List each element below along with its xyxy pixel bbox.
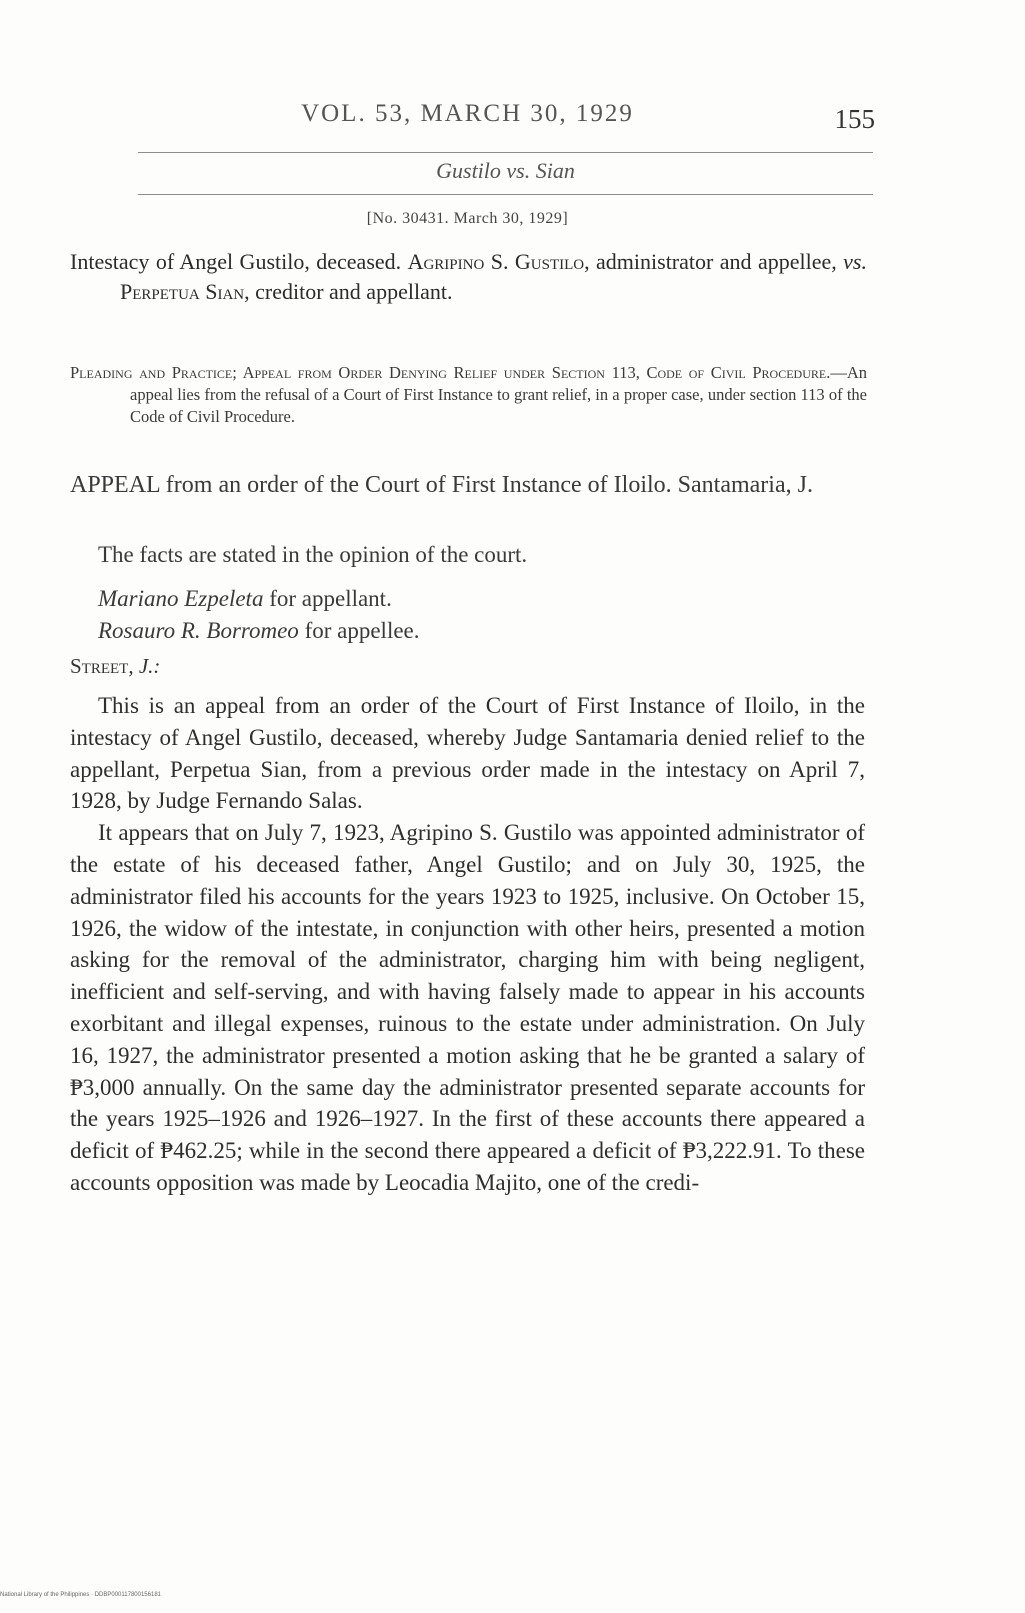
facts-statement: The facts are stated in the opinion of the court. [98,542,528,567]
case-title: Gustilo vs. Sian [436,158,575,183]
footer-source: National Library of the Philippines · DDBP000117800156181 [0,1592,161,1598]
syllabus-headnote: Pleading and Practice; Appeal from Order Denying Relief under Section 113, Code of Civil Procedure. [70,363,831,382]
syllabus-text: —An appeal lies from the refusal of a Court of First Instance to grant relief, in a proper case, under section 113 of the Code of Civil Procedure. [130,363,867,426]
case-title-rule [138,194,873,195]
justice-name: Street [70,654,129,678]
parties-intro: Intestacy of Angel Gustilo, deceased. [70,249,408,274]
appellee-name: Agripino S. Gustilo [407,249,585,274]
opinion-paragraph-2: It appears that on July 7, 1923, Agripino S. Gustilo was appointed administrator of the estate of his deceased father, Angel Gustilo; and on July 30, 1925, the administrator filed his accounts for the years 1923 to 1925, inclusive. On October 15, 1926, the widow of the intestate, in conjunction with other heirs, presented a motion asking for the removal of the administrator, charging him with being negligent, inefficient and self-serving, and with having falsely made to appear in his accounts exorbitant and illegal expenses, ruinous to the estate under administration. On July 16, 1927, the administrator presented a motion asking that he be granted a salary of ₱3,000 annually. On the same day the administrator presented separate accounts for the years 1925–1926 and 1926–1927. In the first of these accounts there appeared a deficit of ₱462.25; while in the second there appeared a deficit of ₱3,222.91. To these accounts opposition was made by Leocadia Majito, one of the credi- [70,820,865,1195]
appeal-statement: APPEAL from an order of the Court of First Instance of Iloilo. Santamaria, J. [70,472,813,498]
running-head: VOL. 53, MARCH 30, 1929 [301,100,634,127]
versus: vs. [843,249,867,274]
appellee-role: , administrator and appellee, [584,249,844,274]
counsel-appellee-name: Rosauro R. Borromeo [98,618,299,643]
appellant-name: Perpetua Sian [120,279,245,304]
parties [70,247,867,307]
syllabus [70,362,867,428]
counsel-appellant [98,583,858,615]
justice-suffix: J.: [138,654,161,678]
counsel [98,583,858,647]
counsel-appellant-name: Mariano Ezpeleta [98,586,264,611]
top-rule [138,152,873,153]
page-number: 155 [834,104,875,134]
opinion-body [70,690,865,1199]
appellant-role: , creditor and appellant. [244,279,453,304]
counsel-appellant-role: for appellant. [263,586,392,611]
page-header [65,100,875,145]
opinion-paragraph-1: This is an appeal from an order of the Court of First Instance of Iloilo, in the intestacy of Angel Gustilo, deceased, whereby Judge Santamaria denied relief to the appellant, Perpetua Sian, from a previous order made in the intestacy on April 7, 1928, by Judge Fernando Salas. [70,693,865,814]
docket-number: [No. 30431. March 30, 1929] [366,210,569,227]
counsel-appellee [98,615,858,647]
counsel-appellee-role: for appellee. [298,618,420,643]
justice-heading: Street, J.: [70,654,161,678]
header [65,100,875,145]
